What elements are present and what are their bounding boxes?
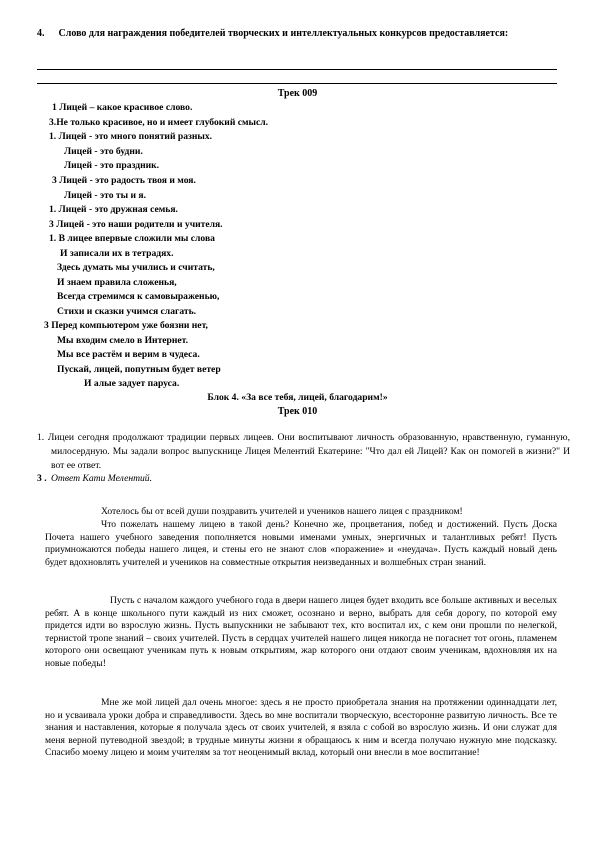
answer-paragraph-3: Пусть с началом каждого учебного года в двери нашего лицея будет входить все больше активных и веселых ребят. А в конце школьного пути каждый из них сможет, осознано и верно, выбрать для себя дорогу, по которой ему придется идти во взрослую жизнь. Пусть выпускники не забывают тех, кто воспитал их, с кем они прошли по нелегкой, тернистой тропе знаний – своих учителей. Пусть в сердцах учителей нашего лицея никогда не погаснет тот огонь, пламенем которого они освещают ученикам путь к новым открытиям, жар которого они отдают своим ученикам, вдохновляя их на новые победы! — [45, 595, 557, 669]
poem-line: Пускай, лицей, попутным будет ветер — [57, 364, 221, 375]
poem-line: Лицей - это праздник. — [64, 160, 160, 171]
poem-line: И алые задует паруса. — [84, 378, 180, 389]
poem-line: 3 Лицей - это радость твоя и моя. — [52, 175, 196, 186]
block-4-title: Блок 4. «За все тебя, лицей, благодарим!» — [207, 392, 388, 403]
poem-line: Здесь думать мы учились и считать, — [57, 262, 215, 273]
question-4-number: 4. — [37, 28, 45, 39]
poem-line: Лицей - это ты и я. — [64, 190, 147, 201]
question-4-text: Слово для награждения победителей творческих и интеллектуальных конкурсов предоставляется: — [58, 28, 509, 39]
poem-line: Мы входим смело в Интернет. — [57, 335, 189, 346]
answer-line-2 — [37, 83, 557, 84]
poem-line: 1. Лицей - это дружная семья. — [49, 204, 178, 215]
poem-line: 3 Перед компьютером уже боязни нет, — [44, 320, 208, 331]
item-1-paragraph: 1. Лицеи сегодня продолжают традиции первых лицеев. Они воспитывают личность образованную, нравственную, гуманную, милосердную. Мы задали вопрос выпускнице Лицея Мелентий Екатерине: "Что дал ей Лицей? Как он помогей в жизни?" И вот ее ответ. — [37, 432, 570, 471]
poem-line: Мы все растём и верим в чудеса. — [57, 349, 200, 360]
poem-line: Лицей - это будни. — [64, 146, 143, 157]
poem-line: 3.Не только красивое, но и имеет глубокий смысл. — [49, 117, 269, 128]
poem-line: 1 Лицей – какое красивое слово. — [52, 102, 193, 113]
poem-line: Стихи и сказки учимся слагать. — [57, 306, 197, 317]
answer-paragraph-2: Что пожелать нашему лицею в такой день? Конечно же, процветания, побед и достижений. Пусть Доска Почета нашего учебного заведения пополняется новыми именами умных, энергичных и талантливых ребят! Пусть приумножаются победы нашего лицея, и стены его не знают слов «поражение» и «неудача». Пусть каждый новый день будет вдохновлять учителей и учеников на совместные открытия неизведанных и волшебных стран знаний. — [45, 519, 557, 568]
poem-line: И записали их в тетрадях. — [60, 248, 174, 259]
track-010-title: Трек 010 — [277, 406, 318, 417]
item-3 — [37, 473, 152, 484]
poem-line: 1. Лицей - это много понятий разных. — [49, 131, 213, 142]
answer-line-1 — [37, 69, 557, 70]
track-009-title: Трек 009 — [277, 88, 318, 99]
question-4 — [37, 27, 557, 40]
poem-line: 3 Лицей - это наши родители и учителя. — [49, 219, 223, 230]
answer-paragraph-1: Хотелось бы от всей души поздравить учителей и учеников нашего лицея с праздником! — [101, 506, 463, 517]
poem-line: И знаем правила сложенья, — [57, 277, 177, 288]
answer-paragraph-4: Мне же мой лицей дал очень многое: здесь я не просто приобретала знания на протяжении одиннадцати лет, но и усваивала уроки добра и справедливости. Здесь во мне воспитали творческую, всесторонне развитую личность. Все те знания и наставления, которые я получала здесь от своих учителей, я взяла с собой во взрослую жизнь. И они служат для меня верной путеводной звездой; в трудные минуты жизни я обращаюсь к ним и всегда получаю нужную мне подсказку. Спасибо моему лицею и моим учителям за тот неоценимый вклад, который они внесли в мое воспитание! — [45, 697, 557, 759]
poem-line: Всегда стремимся к самовыраженью, — [57, 291, 220, 302]
item-3-text: Ответ Кати Мелентий. — [51, 473, 153, 484]
poem-line: 1. В лицее впервые сложили мы слова — [49, 233, 215, 244]
item-3-number: 3 . — [37, 473, 47, 484]
